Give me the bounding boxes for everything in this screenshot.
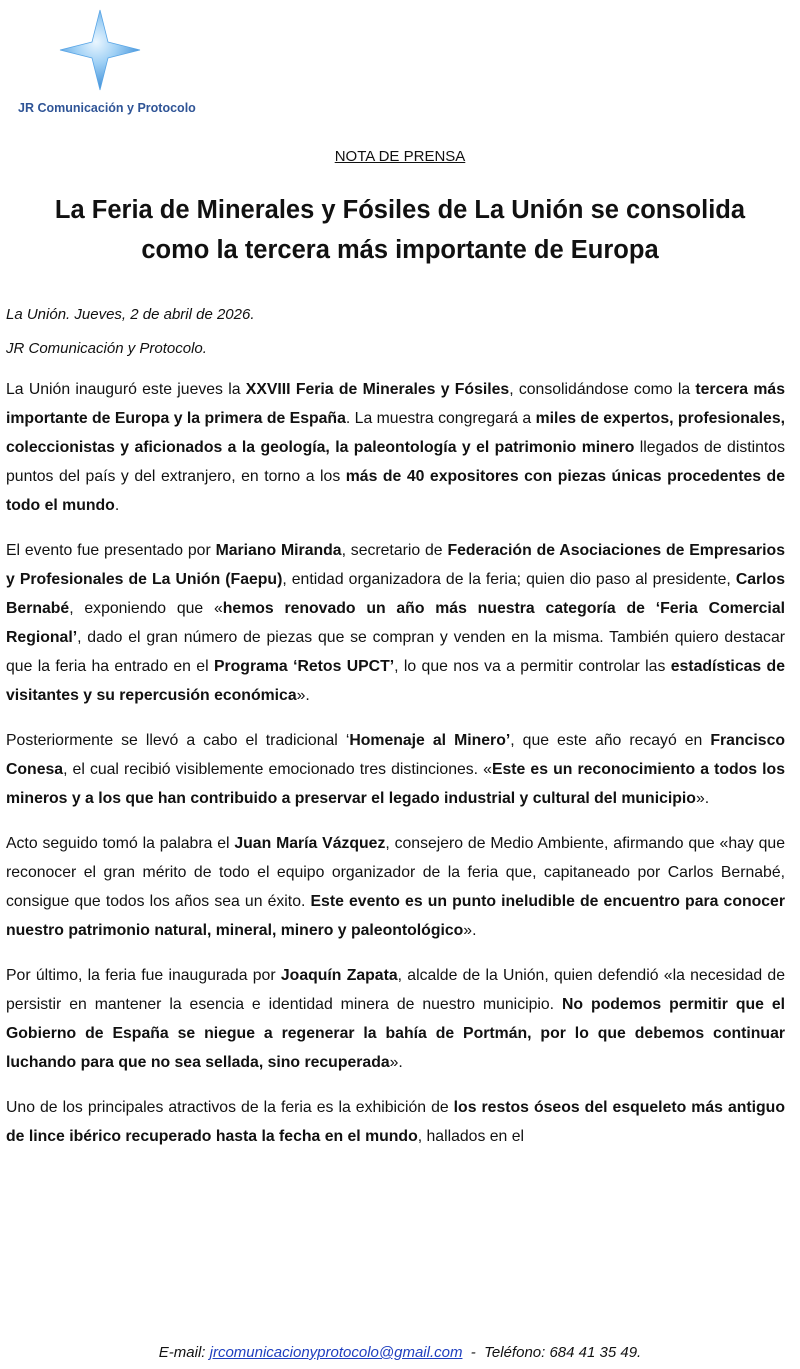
p2-bold: hemos renovado un año más nuestra categoría de ‘Feria Comercial Regional’ xyxy=(6,600,785,646)
p3-text: , que este año recayó en xyxy=(510,732,711,749)
p2-text: , exponiendo que « xyxy=(69,600,223,617)
p2-bold: Mariano Miranda xyxy=(215,542,342,559)
title-line-1: La Feria de Minerales y Fósiles de La Unión se consolida xyxy=(54,196,746,224)
p2-bold: Programa ‘Retos UPCT’ xyxy=(213,658,395,675)
p4-text: ». xyxy=(463,922,477,939)
email-label: E-mail: xyxy=(158,1344,210,1361)
p2-bold: Federación de Asociaciones de Empresarios y Profesionales de La Unión (Faepu) xyxy=(6,542,785,588)
paragraph-4 xyxy=(6,829,785,945)
p1-bold: más de 40 expositores con piezas únicas procedentes de todo el mundo xyxy=(6,468,785,514)
p2-text: , secretario de xyxy=(341,542,448,559)
footer-separator: - xyxy=(462,1344,485,1361)
p5-text: , alcalde de la Unión, quien defendió «la necesidad de persistir en mantener la esencia e identidad minera de nuestro municipio. xyxy=(6,967,785,1013)
p3-text: Posteriormente se llevó a cabo el tradicional ‘ xyxy=(6,732,350,749)
p4-bold: Juan María Vázquez xyxy=(234,835,386,852)
p2-text: , dado el gran número de piezas que se compran y venden en la misma. También quiero destacar que la feria ha entrado en el xyxy=(6,629,785,675)
p1-text: La Unión inauguró este jueves la xyxy=(6,381,246,398)
document-label: NOTA DE PRENSA xyxy=(334,148,466,165)
title-line-2: como la tercera más importante de Europa xyxy=(141,236,659,264)
p1-text: , consolidándose como la xyxy=(509,381,696,398)
p6-bold: los restos óseos del esqueleto más antiguo de lince ibérico recuperado hasta la fecha en el mundo xyxy=(6,1099,785,1145)
p1-text: llegados de distintos puntos del país y del extranjero, en torno a los xyxy=(6,439,785,485)
p2-text: , entidad organizadora de la feria; quien dio paso al presidente, xyxy=(282,571,736,588)
p2-bold: estadísticas de visitantes y su repercusión económica xyxy=(6,658,785,704)
logo-text: JR Comunicación y Protocolo xyxy=(18,101,196,115)
p5-bold: No podemos permitir que el Gobierno de España se niegue a regenerar la bahía de Portmán, por lo que debemos continuar luchando para que no sea sellada, sino recuperada xyxy=(6,996,785,1071)
p4-text: Acto seguido tomó la palabra el xyxy=(6,835,235,852)
p3-text: , el cual recibió visiblemente emocionado tres distinciones. « xyxy=(63,761,492,778)
paragraph-1 xyxy=(6,375,785,520)
p2-bold: Carlos Bernabé xyxy=(6,571,785,617)
contact-footer xyxy=(0,1344,800,1361)
p6-text: Uno de los principales atractivos de la feria es la exhibición de xyxy=(6,1099,454,1116)
star-logo-icon xyxy=(58,8,142,92)
p4-bold: Este evento es un punto ineludible de encuentro para conocer nuestro patrimonio natural, mineral, minero y paleontológico xyxy=(6,893,785,939)
p1-bold: tercera más importante de Europa y la primera de España xyxy=(6,381,785,427)
p1-text: . La muestra congregará a xyxy=(345,410,536,427)
paragraph-5 xyxy=(6,961,785,1077)
article-body xyxy=(6,375,785,1167)
paragraph-6 xyxy=(6,1093,785,1151)
p5-text: Por último, la feria fue inaugurada por xyxy=(6,967,281,984)
company-logo xyxy=(18,8,196,118)
p2-text: , lo que nos va a permitir controlar las xyxy=(394,658,671,675)
author-line: JR Comunicación y Protocolo. xyxy=(6,340,207,357)
p3-bold: Francisco Conesa xyxy=(6,732,786,778)
location-date: La Unión. Jueves, 2 de abril de 2026. xyxy=(6,306,255,323)
p2-text: El evento fue presentado por xyxy=(6,542,216,559)
paragraph-2 xyxy=(6,536,785,710)
phone-text: Teléfono: 684 41 35 49. xyxy=(484,1344,642,1361)
email-link[interactable]: jrcomunicacionyprotocolo@gmail.com xyxy=(209,1344,463,1361)
p2-text: ». xyxy=(296,687,310,704)
p1-bold: XXVIII Feria de Minerales y Fósiles xyxy=(245,381,510,398)
p6-text: , hallados en el xyxy=(417,1128,525,1145)
paragraph-3 xyxy=(6,726,785,813)
p3-bold: Homenaje al Minero’ xyxy=(349,732,511,749)
p1-text: . xyxy=(114,497,120,514)
p3-bold: Este es un reconocimiento a todos los mineros y a los que han contribuido a preservar el legado industrial y cultural del municipio xyxy=(6,761,785,807)
p4-text: , consejero de Medio Ambiente, afirmando que «hay que reconocer el gran mérito de todo el equipo organizador de la feria que, capitaneado por Carlos Bernabé, consigue que todos los años sea un éxito. xyxy=(6,835,785,910)
p3-text: ». xyxy=(695,790,710,807)
p1-bold: miles de expertos, profesionales, coleccionistas y aficionados a la geología, la paleontología y el patrimonio minero xyxy=(6,410,786,456)
p5-bold: Joaquín Zapata xyxy=(280,967,398,984)
p5-text: ». xyxy=(389,1054,403,1071)
page-title xyxy=(20,190,780,270)
